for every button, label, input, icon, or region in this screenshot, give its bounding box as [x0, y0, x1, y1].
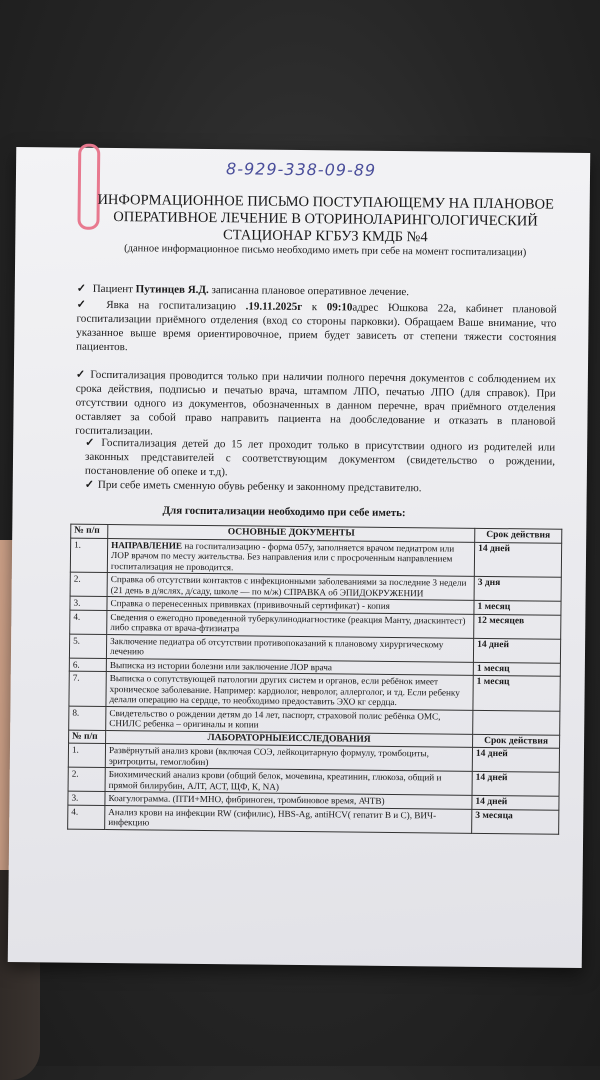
check-icon: ✓ — [84, 478, 95, 491]
check-icon: ✓ — [76, 298, 93, 311]
table-row: 5. Заключение педиатра об отсутствии противопоказаний к плановому хирургическому лечению 14 дней — [69, 634, 560, 663]
rule-3: ✓ При себе иметь сменную обувь ребенку и законному представителю. — [84, 478, 422, 495]
table-row: 4. Анализ крови на инфекции RW (сифилис), HBS-Ag, antiHCV( гепатит В и С), ВИЧ-инфекцию 3 месяца — [68, 805, 559, 834]
table-row: 3. Коагулограмма. (ПТИ+МНО, фибриноген, тромбиновое время, АЧТВ) 14 дней — [68, 791, 559, 810]
documents-table — [67, 524, 562, 835]
handwritten-phone: 8-929-338-09-89 — [225, 159, 377, 180]
table-row: 1. НАПРАВЛЕНИЕ на госпитализацию - форма 057у, заполняется врачом педиатром или ЛОР врачом по месту жительства. Без направления или с просроченным направлением госпитализация не проводится. 14 дней — [70, 538, 561, 578]
table-row: 2. Справка об отсутствии контактов с инфекционными заболеваниями за последние 3 недели (21 день в д/яслях, д/саду, школе — по м/ж) СПРАВКА об ЭПИДОКРУЖЕНИИ 3 дня — [70, 572, 561, 601]
table-row: 3. Справка о перенесенных прививках (прививочный сертификат) - копия 1 месяц — [70, 596, 561, 615]
letter-title: ИНФОРМАЦИОННОЕ ПИСЬМО ПОСТУПАЮЩЕМУ НА ПЛАНОВОЕ ОПЕРАТИВНОЕ ЛЕЧЕНИЕ В ОТОРИНОЛАРИНГОЛОГИЧЕСКИЙ СТАЦИОНАР КГБУЗ КМДБ №4 — [97, 191, 555, 246]
check-icon: ✓ — [85, 436, 98, 449]
check-icon: ✓ — [75, 368, 87, 381]
patient-line: ✓ Пациент Путинцев Я.Д. записанна плановое оперативное лечение. — [76, 282, 410, 299]
letter-paper — [8, 147, 591, 968]
appointment-time: 09:10 — [326, 301, 353, 314]
table-row: 7. Выписка о сопутствующей патологии других систем и органов, если ребёнок имеет хроническое заболевание. Например: кардиолог, невролог, аллерголог, и тд. Если ребенку делали операцию на сердце, то необходимо предоставить ЭХО кг сердца. 1 месяц — [69, 671, 560, 711]
patient-name: Путинцев Я.Д. — [135, 283, 209, 297]
table-title: Для госпитализации необходимо при себе иметь: — [162, 504, 406, 520]
table-row: 4. Сведения о ежегодно проведенной туберкулинодиагностике (реакция Манту, диаскинтест) либо справка от врача-фтизиатра 12 месяцев — [70, 610, 561, 639]
table-row: 2. Биохимический анализ крови (общий белок, мочевина, креатинин, глюкоза, общий и прямой билирубин, АЛТ, АСТ, ЩФ, К, NA) 14 дней — [68, 767, 559, 796]
table-header: № п/п ОСНОВНЫЕ ДОКУМЕНТЫ Срок действия — [71, 524, 562, 543]
table-header: № п/п ЛАБОРАТОРНЫЕИССЛЕДОВАНИЯ Срок действия — [69, 730, 560, 749]
table-row: 6. Выписка из истории болезни или заключение ЛОР врача 1 месяц — [69, 658, 560, 677]
check-icon: ✓ — [76, 282, 87, 295]
rule-1: ✓ Госпитализация проводится только при наличии полного перечня документов с соблюдением их срока действия, подписью и печатью врача, штампом ЛПО, печатью ЛПО (для справок). При отсутствии одного из документов, обозначенных в данном перечне, врач приёмного отделения оставляет за собой право направить пациента на дообследование и отказать в плановой госпитализации. — [75, 368, 556, 438]
rule-2: ✓ Госпитализация детей до 15 лет проходит только в присутствии одного из родителей или законных представителей с соответствующим документом (свидетельство о рождении, постановление об опеке и т.д). — [84, 436, 556, 479]
table-row: 1. Развёрнутый анализ крови (включая СОЭ, лейкоцитарную формулу, тромбоциты, эритроциты, гемоглобин) 14 дней — [68, 743, 559, 772]
table-row: 8. Свидетельство о рождении детям до 14 лет, паспорт, страховой полис ребёнка ОМС, СНИЛС ребенка – оригиналы и копии — [69, 706, 560, 735]
letter-subtitle: (данное информационное письмо необходимо иметь при себе на момент госпитализации) — [124, 243, 527, 259]
appointment-date: .19.11.2025г — [245, 300, 303, 314]
appointment-paragraph: ✓ Явка на госпитализацию .19.11.2025г к 09:10адрес Юшкова 22а, кабинет плановой госпитализации приёмного отделения (вход со стороны парковки). Обращаем Ваше внимание, что указанное выше время ориентировочное, прием будет зависеть от степени тяжести состояния пациентов. — [76, 298, 557, 354]
